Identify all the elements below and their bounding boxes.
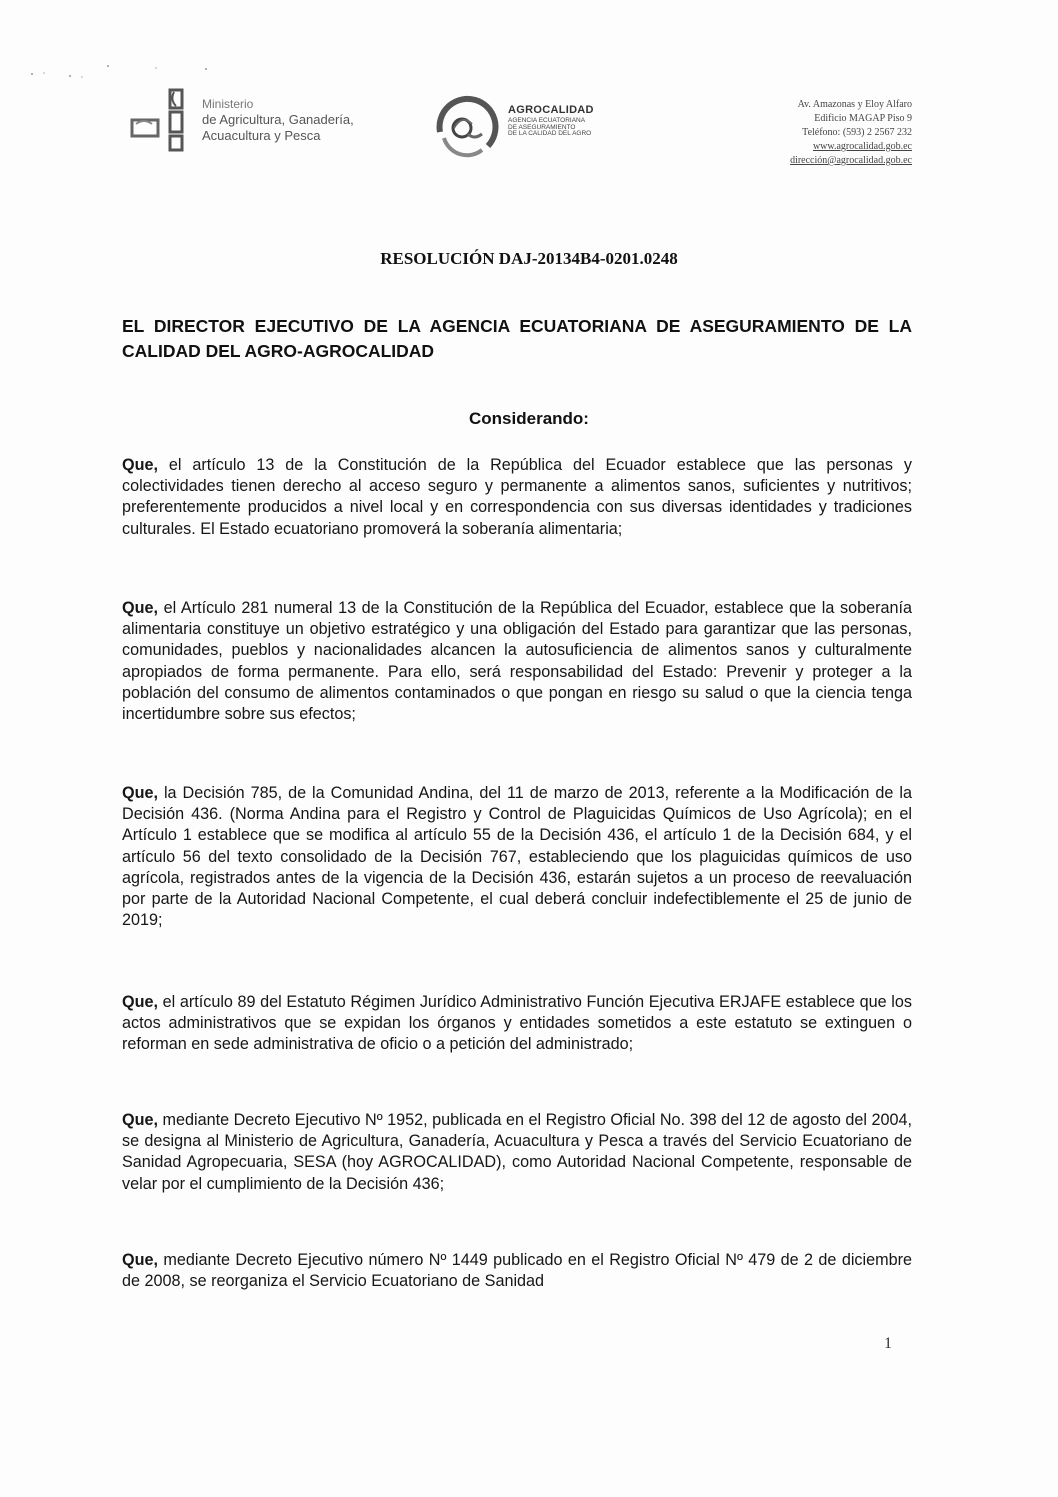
considerando-paragraph-5: [122, 1110, 912, 1195]
contact-address: Av. Amazonas y Eloy Alfaro: [797, 99, 912, 110]
paragraph-lead: Que,: [122, 599, 158, 617]
page-number: 1: [884, 1335, 892, 1352]
considerando-paragraph-3: [122, 783, 912, 931]
contact-block: [790, 98, 912, 168]
contact-phone: Teléfono: (593) 2 2567 232: [802, 127, 912, 138]
agrocalidad-logo-icon: [428, 88, 502, 164]
agency-subtitle-line-2: DE ASEGURAMIENTO: [508, 123, 576, 131]
paragraph-text: el artículo 89 del Estatuto Régimen Jurídico Administrativo Función Ejecutiva ERJAFE establece que los actos administrativos que se expidan los órganos y entidades sometidos a este estatuto se extinguen o reforman en sede administrativa de oficio o a petición del administrado;: [122, 993, 912, 1054]
agency-subtitle: [508, 118, 618, 138]
paragraph-lead: Que,: [122, 1251, 158, 1269]
resolution-title: RESOLUCIÓN DAJ-20134B4-0201.0248: [380, 249, 678, 268]
contact-website-link[interactable]: www.agrocalidad.gob.ec: [812, 141, 912, 152]
paragraph-text: el artículo 13 de la Constitución de la República del Ecuador establece que las personas y colectividades tienen derecho al acceso seguro y permanente a alimentos sanos, suficientes y nutritivos; preferentemente producidos a nivel local y en correspondencia con sus diversas identidades y tradiciones culturales. El Estado ecuatoriano promoverá la soberanía alimentaria;: [122, 456, 912, 538]
agency-subtitle-line-3: DE LA CALIDAD DEL AGRO: [508, 130, 592, 137]
director-heading: EL DIRECTOR EJECUTIVO DE LA AGENCIA ECUATORIANA DE ASEGURAMIENTO DE LA CALIDAD DEL AGRO-AGROCALIDAD: [122, 316, 912, 361]
considerando-paragraph-2: [122, 598, 912, 725]
ministry-line-2: de Agricultura, Ganadería,: [202, 112, 354, 127]
considerando-paragraph-6: [122, 1250, 912, 1292]
paragraph-text: mediante Decreto Ejecutivo Nº 1952, publicada en el Registro Oficial No. 398 del 12 de agosto del 2004, se designa al Ministerio de Agricultura, Ganadería, Acuacultura y Pesca a través del Servicio Ecuatoriano de Sanidad Agropecuaria, SESA (hoy AGROCALIDAD), como Autoridad Nacional Competente, responsable de velar por el cumplimiento de la Decisión 436;: [122, 1111, 912, 1193]
ministry-line-1: Ministerio: [202, 97, 254, 111]
paragraph-text: la Decisión 785, de la Comunidad Andina, del 11 de marzo de 2013, referente a la Modificación de la Decisión 436. (Norma Andina para el Registro y Control de Plaguicidas Químicos de Uso Agrícola); en el Artículo 1 establece que se modifica al artículo 55 de la Decisión 436, el artículo 1 de la Decisión 684, y el artículo 56 del texto consolidado de la Decisión 767, estableciendo que los plaguicidas químicos de uso agrícola, registrados antes de la vigencia de la Decisión 436, estarán sujetos a un proceso de reevaluación por parte de la Autoridad Nacional Competente, el cual deberá concluir indefectiblemente el 25 de junio de 2019;: [122, 784, 912, 930]
paragraph-text: mediante Decreto Ejecutivo número Nº 1449 publicado en el Registro Oficial Nº 479 de 2 de diciembre de 2008, se reorganiza el Servicio Ecuatoriano de Sanidad: [122, 1251, 912, 1291]
considerando-paragraph-4: [122, 992, 912, 1056]
ministry-name: [202, 96, 354, 144]
agency-name: AGROCALIDAD: [508, 104, 594, 116]
considering-heading: Considerando:: [469, 409, 589, 428]
paragraph-lead: Que,: [122, 456, 158, 474]
ministry-block: [130, 86, 400, 156]
agency-subtitle-line-1: AGENCIA ECUATORIANA: [508, 117, 586, 124]
considerando-paragraph-1: [122, 455, 912, 540]
paragraph-text: el Artículo 281 numeral 13 de la Constitución de la República del Ecuador, establece que la soberanía alimentaria constituye un objetivo estratégico y una obligación del Estado para garantizar que las personas, comunidades, pueblos y nacionalidades alcancen la autosuficiencia de alimentos sanos y culturalmente apropiados de forma permanente. Para ello, será responsabilidad del Estado: Prevenir y proteger a la población del consumo de alimentos contaminados o que pongan en riesgo su salud o que la ciencia tenga incertidumbre sobre sus efectos;: [122, 599, 912, 724]
contact-email-link[interactable]: dirección@agrocalidad.gob.ec: [790, 155, 912, 166]
agency-block: [428, 88, 628, 164]
paragraph-lead: Que,: [122, 993, 158, 1011]
ministry-logo-icon: [130, 86, 192, 154]
paragraph-lead: Que,: [122, 1111, 158, 1129]
contact-building: Edificio MAGAP Piso 9: [814, 113, 912, 124]
paragraph-lead: Que,: [122, 784, 158, 802]
ministry-line-3: Acuacultura y Pesca: [202, 128, 321, 143]
scan-specks: [30, 62, 220, 82]
